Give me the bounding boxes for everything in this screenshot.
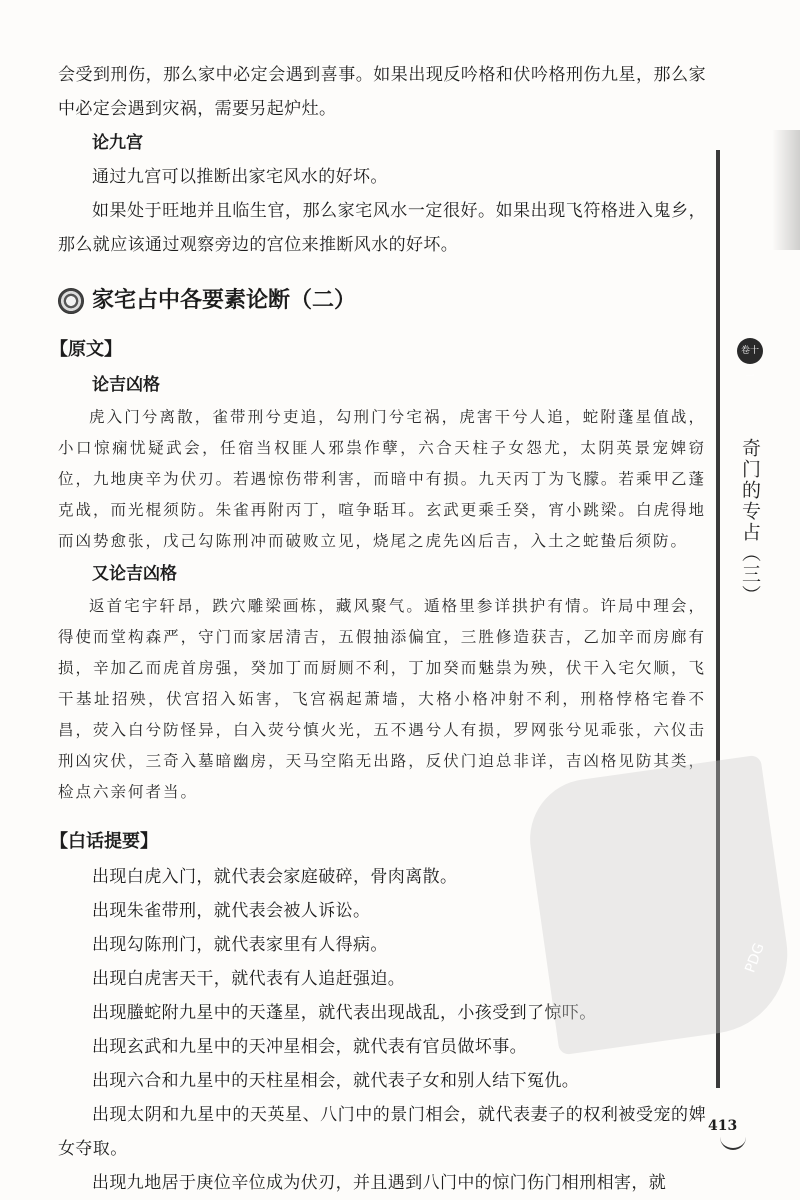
library-seal-watermark	[522, 755, 797, 1056]
chapter-running-title: 奇门的专占（三）	[739, 438, 761, 606]
subheading-lucky-unlucky: 论吉凶格	[92, 375, 160, 395]
summary-line: 出现九地居于庚位辛位成为伏刃，并且遇到八门中的惊门伤门相刑相害，就	[92, 1173, 667, 1193]
page-edge-shadow	[772, 130, 800, 250]
section-title	[58, 284, 706, 318]
paragraph: 通过九宫可以推断出家宅风水的好坏。	[92, 167, 388, 187]
original-text-label: 【原文】	[50, 339, 122, 360]
original-text-block: 虎入门兮离散，雀带刑兮吏追，勾刑门兮宅祸，虎害干兮人追，蛇附蓬星值战，小口惊痫忧疑武会，任宿当权匪人邪祟作孽，六合天柱子女怨尤，太阴英景宠婢窃位，九地庚辛为伏刃。若遇惊伤带利害，而暗中有损。九天丙丁为飞朦。若乘甲乙蓬克战，而光棍须防。朱雀再附丙丁，喧争聒耳。玄武更乘壬癸，宵小跳梁。白虎得地而凶势愈张，戊己勾陈刑冲而破败立见，烧尾之虎先凶后吉，入土之蛇蛰后须防。	[58, 408, 706, 550]
summary-line: 出现玄武和九星中的天冲星相会，就代表有官员做坏事。	[92, 1037, 527, 1057]
section-title-text: 家宅占中各要素论断（二）	[92, 288, 357, 313]
summary-line: 出现勾陈刑门，就代表家里有人得病。	[92, 935, 388, 955]
volume-marker-text: 卷十一	[737, 338, 763, 364]
summary-line: 出现朱雀带刑，就代表会被人诉讼。	[92, 901, 371, 921]
page-number-flourish-icon	[720, 1136, 746, 1150]
watermark-text: PDG	[742, 941, 768, 975]
summary-line: 出现螣蛇附九星中的天蓬星，就代表出现战乱，小孩受到了惊吓。	[92, 1003, 597, 1023]
summary-line: 出现太阴和九星中的天英星、八门中的景门相会，就代表妻子的权利被受宠的婢女夺取。	[58, 1105, 706, 1159]
paragraph: 如果处于旺地并且临生官，那么家宅风水一定很好。如果出现飞符格进入鬼乡，那么就应该通过观察旁边的宫位来推断风水的好坏。	[58, 201, 706, 255]
volume-marker	[735, 338, 765, 382]
summary-line: 出现白虎入门，就代表会家庭破碎，骨肉离散。	[92, 867, 458, 887]
yin-yang-emblem-icon	[58, 288, 84, 314]
plain-summary-label: 【白话提要】	[50, 831, 158, 852]
summary-line: 出现白虎害天干，就代表有人追赶强迫。	[92, 969, 406, 989]
continued-paragraph: 会受到刑伤，那么家中必定会遇到喜事。如果出现反吟格和伏吟格刑伤九星，那么家中必定会遇到灾祸，需要另起炉灶。	[58, 65, 706, 119]
subheading-more-lucky-unlucky: 又论吉凶格	[92, 564, 177, 584]
page-number: 413	[708, 1118, 738, 1134]
summary-line: 出现六合和九星中的天柱星相会，就代表子女和别人结下冤仇。	[92, 1071, 580, 1091]
original-text-block: 返首宅宇轩昂，跌穴雕梁画栋，藏风聚气。遁格里参详拱护有情。许局中理会，得使而堂构森严，守门而家居清吉，五假抽添偏宜，三胜修造获吉，乙加辛而房廊有损，辛加乙而虎首房强，癸加丁而厨厕不利，丁加癸而魅祟为殃，伏干入宅欠顺，飞干基址招殃，伏宫招入妬害，飞宫祸起萧墙，大格小格冲射不利，刑格悖格宅眷不昌，荧入白兮防怪异，白入荧兮慎火光，五不遇兮人有损，罗网张兮见乖张，六仪击刑凶灾伏，三奇入墓暗幽房，天马空陷无出路，反伏门迫总非详，吉凶格见防其类，检点六亲何者当。	[58, 597, 706, 801]
subheading-nine-palaces: 论九宫	[92, 133, 143, 153]
